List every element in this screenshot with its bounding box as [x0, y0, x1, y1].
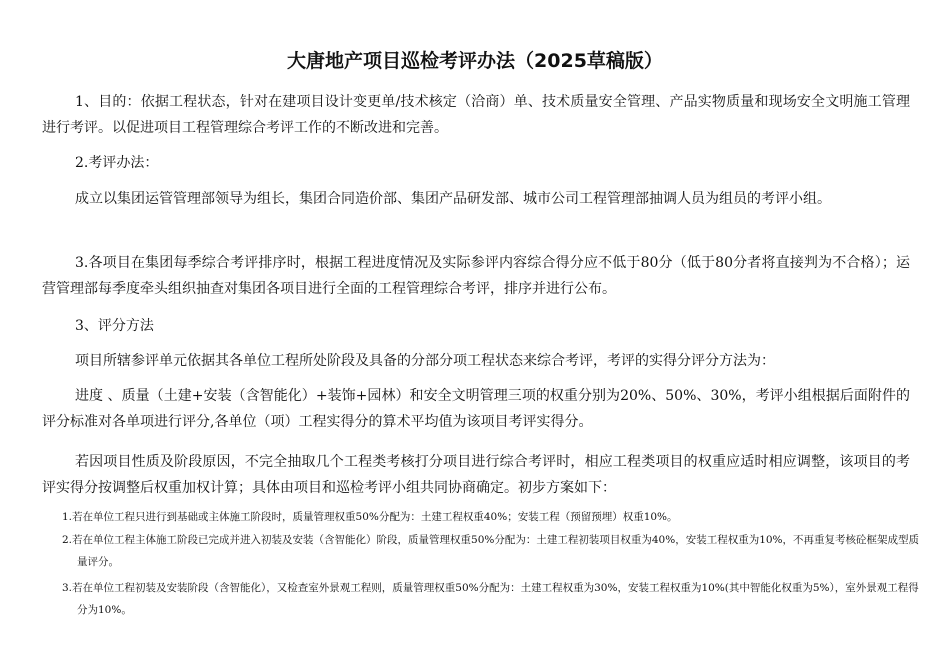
heading-evaluation-method: 2.考评办法：	[75, 155, 159, 171]
heading-scoring-method: 3、评分方法	[75, 318, 154, 334]
paragraph-purpose: 1、目的：依据工程状态，针对在建项目设计变更单/技术核定（洽商）单、技术质量安全管理、产品实物质量和现场安全文明施工管理进行考评。以促进项目工程管理综合考评工作的不断改进和完善。	[42, 94, 910, 136]
list-item: 2.若在单位工程主体施工阶段已完成并进入初装及安装（含智能化）阶段，质量管理权重50%分配为：土建工程初装项目权重为40%，安装工程权重为10%，不再重复考核砼框架成型质量评分。	[62, 534, 920, 568]
paragraph-scoring-intro: 项目所辖参评单元依据其各单位工程所处阶段及具备的分部分项工程状态来综合考评，考评的实得分评分方法为：	[75, 353, 775, 369]
paragraph-weights: 进度 、质量（土建+安装（含智能化）+装饰+园林）和安全文明管理三项的权重分别为20%、50%、30%，考评小组根据后面附件的评分标准对各单项进行评分,各单位（项）工程实得分的算术平均值为该项目考评实得分。	[42, 388, 910, 430]
paragraph-adjustment: 若因项目性质及阶段原因，不完全抽取几个工程类考核打分项目进行综合考评时，相应工程类项目的权重应适时相应调整，该项目的考评实得分按调整后权重加权计算；具体由项目和巡检考评小组共同协商确定。初步方案如下：	[42, 454, 910, 496]
paragraph-team: 成立以集团运管管理部领导为组长，集团合同造价部、集团产品研发部、城市公司工程管理部抽调人员为组员的考评小组。	[75, 191, 831, 207]
paragraph-ranking: 3.各项目在集团每季综合考评排序时，根据工程进度情况及实际参评内容综合得分应不低于80分（低于80分者将直接判为不合格）；运营管理部每季度牵头组织抽查对集团各项目进行全面的工程管理综合考评，排序并进行公布。	[42, 255, 910, 297]
list-item: 3.若在单位工程初装及安装阶段（含智能化），又检查室外景观工程则，质量管理权重50%分配为：土建工程权重为30%，安装工程权重为10%(其中智能化权重为5%），室外景观工程得分为10%。	[62, 582, 919, 616]
document-title: 大唐地产项目巡检考评办法（2025草稿版）	[287, 50, 663, 72]
list-item: 1.若在单位工程只进行到基础或主体施工阶段时，质量管理权重50%分配为：土建工程权重40%；安装工程（预留预埋）权重10%。	[62, 511, 678, 523]
